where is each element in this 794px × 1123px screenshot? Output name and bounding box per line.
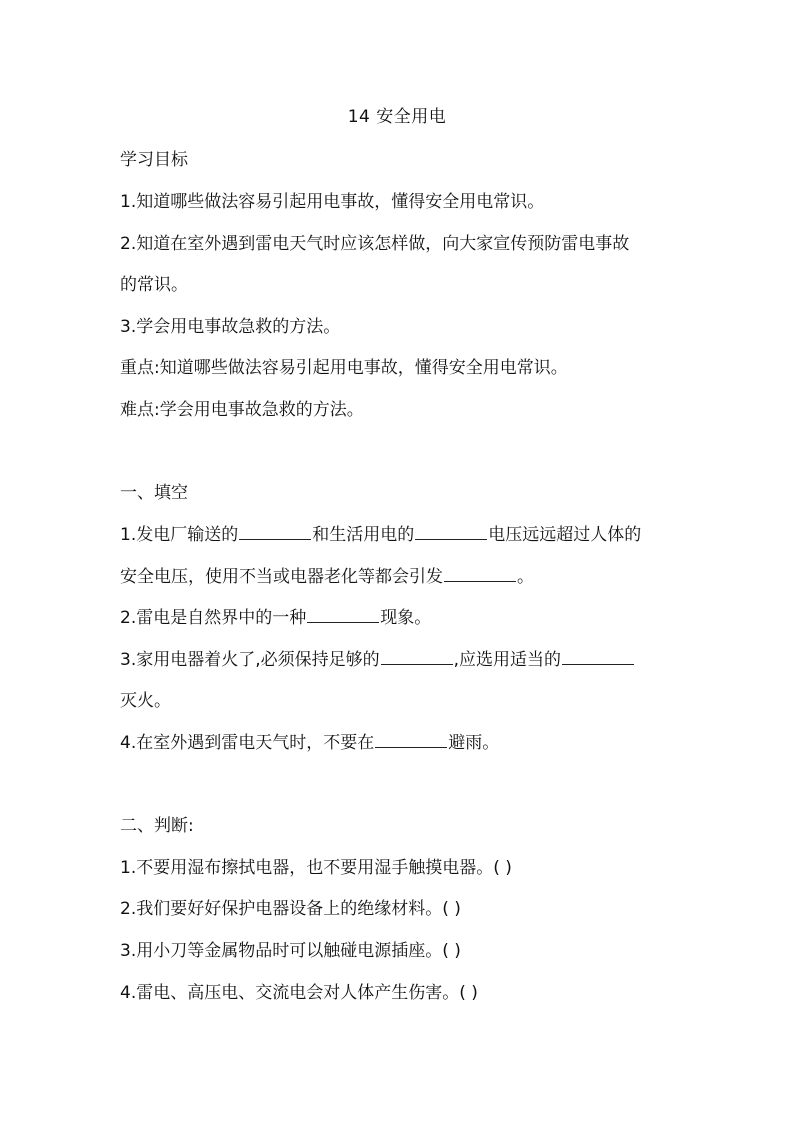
fill-in-question-1-continued — [120, 566, 700, 588]
objective-item: 2.知道在室外遇到雷电天气时应该怎样做，向大家宣传预防雷电事故 — [120, 234, 630, 254]
question-text: 避雨。 — [448, 733, 500, 753]
question-text: 4.在室外遇到雷电天气时，不要在 — [120, 733, 375, 753]
fill-in-heading: 一、填空 — [120, 483, 188, 503]
judge-heading: 二、判断: — [120, 816, 194, 836]
question-text: 和生活用电的 — [312, 525, 415, 545]
fill-in-question-2 — [120, 607, 700, 629]
question-text: 。 — [517, 567, 534, 587]
answer-blank[interactable] — [307, 607, 379, 623]
answer-blank[interactable] — [375, 732, 447, 748]
fill-in-question-3 — [120, 649, 700, 671]
answer-blank[interactable] — [444, 566, 516, 582]
question-text: 3.家用电器着火了,必须保持足够的 — [120, 650, 380, 670]
question-text: 安全电压，使用不当或电器老化等都会引发 — [120, 567, 443, 587]
objective-item: 3.学会用电事故急救的方法。 — [120, 317, 341, 337]
question-text: 2.雷电是自然界中的一种 — [120, 608, 307, 628]
question-text: 1.发电厂输送的 — [120, 525, 239, 545]
question-text: 现象。 — [380, 608, 432, 628]
page-title: 14 安全用电 — [347, 107, 447, 127]
answer-blank[interactable] — [381, 649, 453, 665]
key-point: 重点:知道哪些做法容易引起用电事故，懂得安全用电常识。 — [120, 358, 568, 378]
objective-item: 1.知道哪些做法容易引起用电事故，懂得安全用电常识。 — [120, 192, 545, 212]
question-text: ,应选用适当的 — [453, 650, 562, 670]
fill-in-question-3-continued: 灭火。 — [120, 691, 171, 711]
answer-blank[interactable] — [239, 524, 311, 540]
objectives-heading: 学习目标 — [120, 150, 188, 170]
fill-in-question-1 — [120, 524, 700, 546]
judge-item: 3.用小刀等金属物品时可以触碰电源插座。( ) — [120, 941, 461, 961]
question-text: 电压远远超过人体的 — [488, 525, 642, 545]
answer-blank[interactable] — [415, 524, 487, 540]
judge-item: 4.雷电、高压电、交流电会对人体产生伤害。( ) — [120, 983, 478, 1003]
objective-item-continued: 的常识。 — [120, 275, 188, 295]
fill-in-question-4 — [120, 732, 700, 754]
answer-blank[interactable] — [562, 649, 634, 665]
judge-item: 2.我们要好好保护电器设备上的绝缘材料。( ) — [120, 899, 461, 919]
judge-item: 1.不要用湿布擦拭电器，也不要用湿手触摸电器。( ) — [120, 858, 512, 878]
difficult-point: 难点:学会用电事故急救的方法。 — [120, 400, 364, 420]
